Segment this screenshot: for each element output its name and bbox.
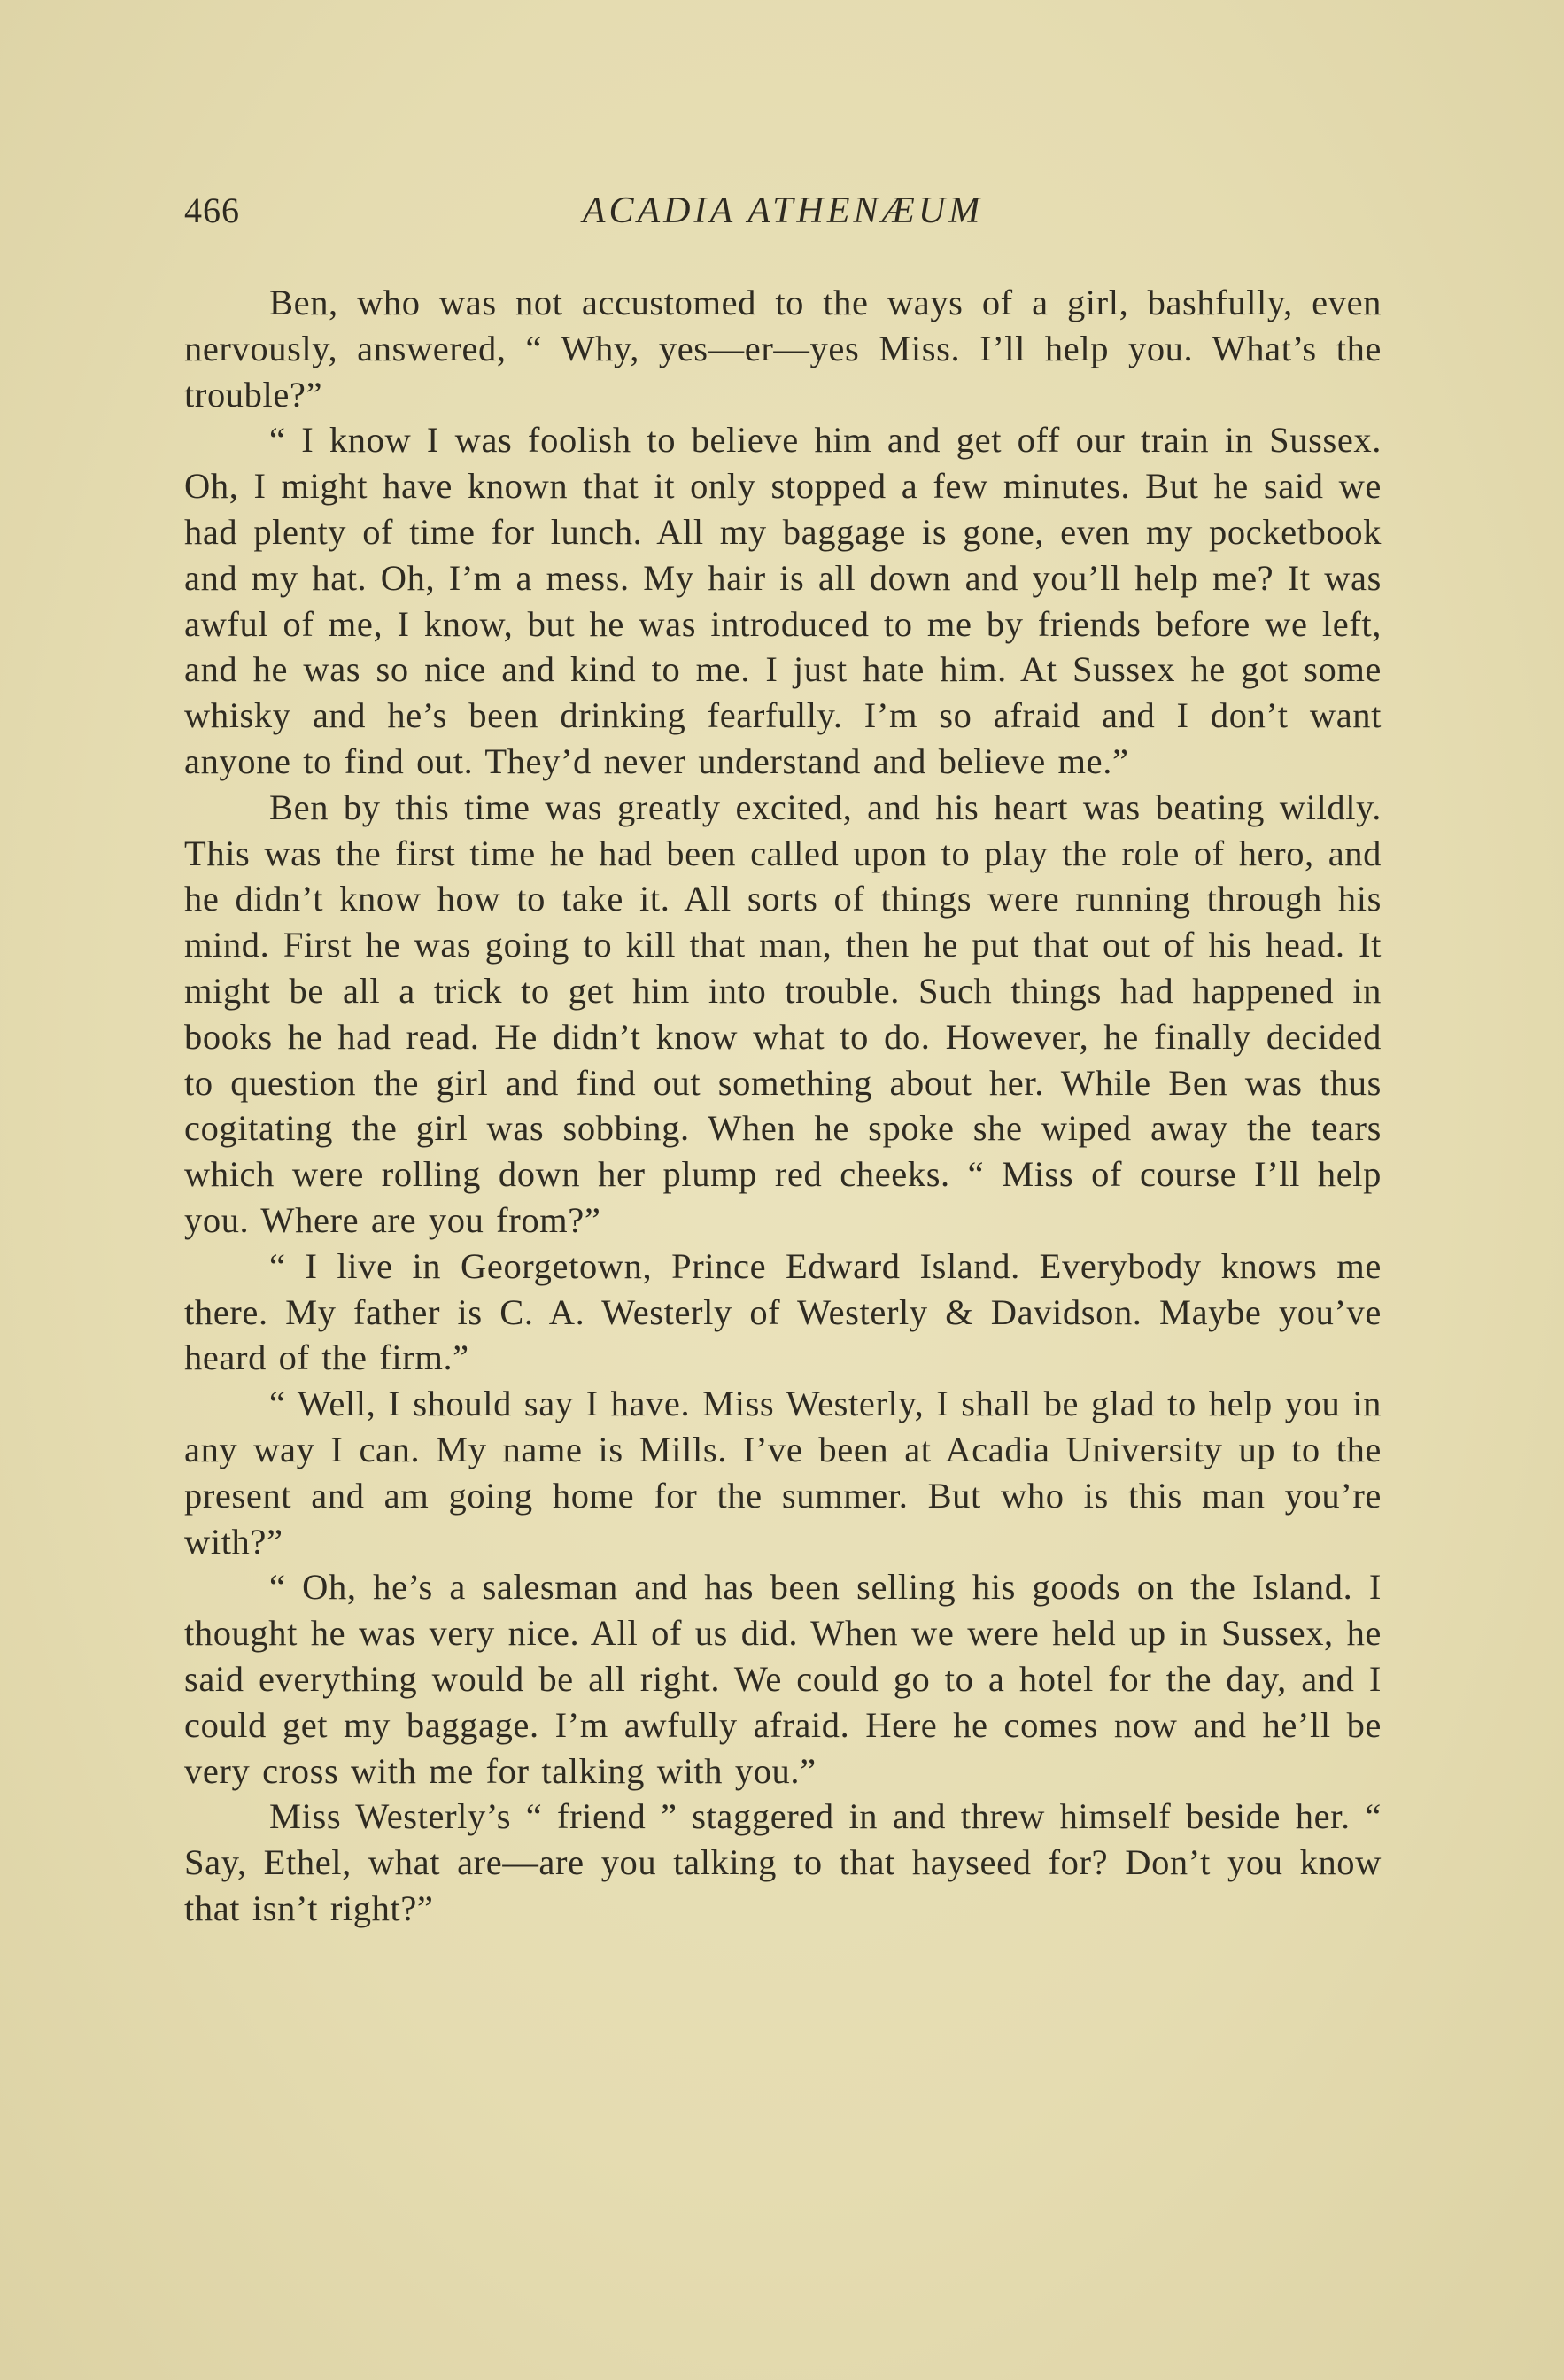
journal-title: ACADIA ATHENÆUM bbox=[582, 190, 984, 231]
paragraph: “ I live in Georgetown, Prince Edward Island. Everybody knows me there. My father is C. A. Westerly of Westerly & Davidson. Maybe you’ve heard of the firm.” bbox=[184, 1245, 1382, 1378]
paragraph: Ben, who was not accustomed to the ways of a girl, bashfully, even nervously, answered, “ Why, yes—er—yes Miss. I’ll help you. What’s the trouble?” bbox=[184, 283, 1382, 415]
paragraph: “ Oh, he’s a salesman and has been selling his goods on the Island. I thought he was very nice. All of us did. When we were held up in Sussex, he said everything would be all right. We could go to a hotel for the day, and I could get my baggage. I’m awfully afraid. Here he comes now and he’ll be very cross with me for talking with you.” bbox=[184, 1567, 1382, 1791]
body-text bbox=[184, 280, 1382, 1932]
paragraph: Miss Westerly’s “ friend ” staggered in and threw himself beside her. “ Say, Ethel, what are—are you talking to that hayseed for? Don’t you know that isn’t right?” bbox=[184, 1796, 1382, 1928]
paragraph: “ Well, I should say I have. Miss Westerly, I shall be glad to help you in any way I can. My name is Mills. I’ve been at Acadia University up to the present and am going home for the summer. But who is this man you’re with?” bbox=[184, 1384, 1382, 1562]
paragraph: Ben by this time was greatly excited, and his heart was beating wildly. This was the first time he had been called upon to play the role of hero, and he didn’t know how to take it. All sorts of things were running through his mind. First he was going to kill that man, then he put that out of his head. It might be all a trick to get him into trouble. Such things had happened in books he had read. He didn’t know what to do. However, he finally decided to question the girl and find out something about her. While Ben was thus cogitating the girl was sobbing. When he spoke she wiped away the tears which were rolling down her plump red cheeks. “ Miss of course I’ll help you. Where are you from?” bbox=[184, 787, 1382, 1240]
page-number: 466 bbox=[184, 190, 240, 230]
running-head bbox=[184, 190, 1382, 243]
paragraph: “ I know I was foolish to believe him and get off our train in Sussex. Oh, I might have known that it only stopped a few minutes. But he said we had plenty of time for lunch. All my baggage is gone, even my pocketbook and my hat. Oh, I’m a mess. My hair is all down and you’ll help me? It was awful of me, I know, but he was introduced to me by friends before we left, and he was so nice and kind to me. I just hate him. At Sussex he got some whisky and he’s been drinking fearfully. I’m so afraid and I don’t want anyone to find out. They’d never understand and believe me.” bbox=[184, 420, 1382, 781]
